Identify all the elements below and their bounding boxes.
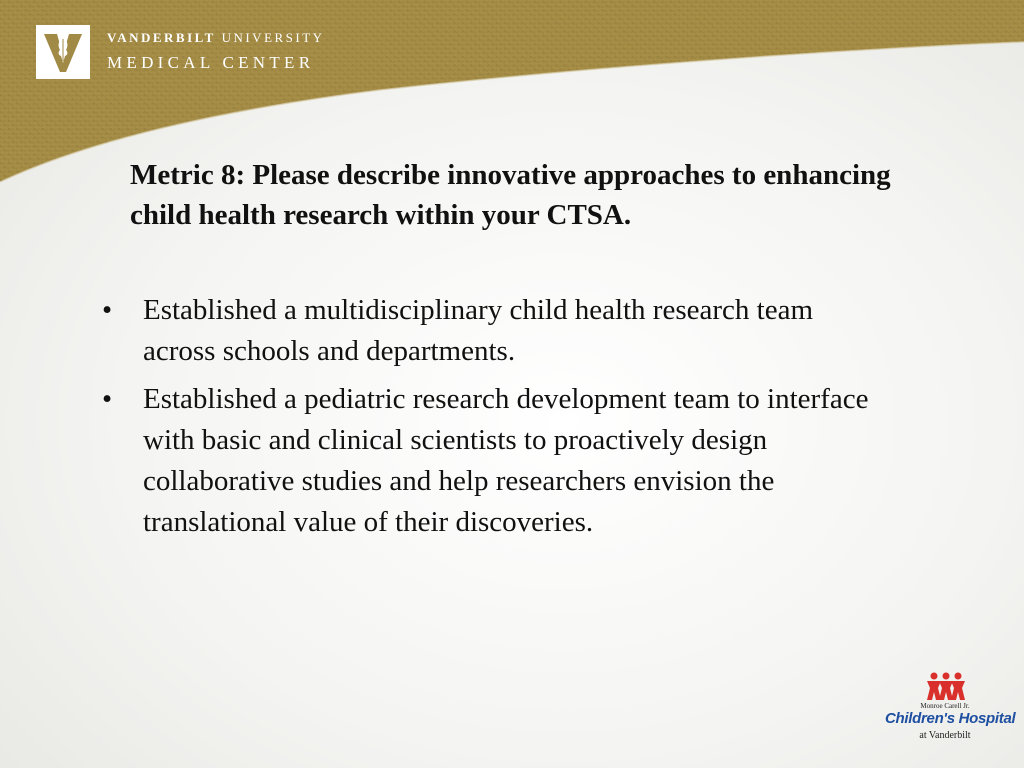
logo-childrens-hospital: Children's Hospital [885,710,1016,727]
wordmark-vanderbilt: VANDERBILT [107,30,216,45]
vanderbilt-wordmark [107,30,325,74]
wordmark-university [107,30,325,46]
bullet-text: Established a pediatric research development team to interface with basic and clinical scientists to proactively design collaborative studies and help researchers envision the translational value of their discoveries. [143,383,869,538]
bullet-text: Established a multidisciplinary child health research team across schools and departments. [143,294,814,367]
slide-title: Metric 8: Please describe innovative approaches to enhancing child health research within your CTSA. [130,159,891,231]
bullet-item [100,290,880,372]
vanderbilt-logo [36,25,90,79]
bullet-icon: • [102,294,113,326]
bullet-item [100,379,880,543]
children-figures-icon [925,672,967,702]
bullet-icon: • [102,383,113,415]
bullet-list [100,290,880,550]
logo-monroe-carell: Monroe Carell Jr. [920,702,970,710]
wordmark-medical-center: MEDICAL CENTER [107,53,315,72]
logo-at-vanderbilt: at Vanderbilt [919,730,971,741]
wordmark-university-text: UNIVERSITY [215,30,325,45]
oak-leaf-v-icon [36,25,90,79]
childrens-hospital-logo [885,672,1016,752]
